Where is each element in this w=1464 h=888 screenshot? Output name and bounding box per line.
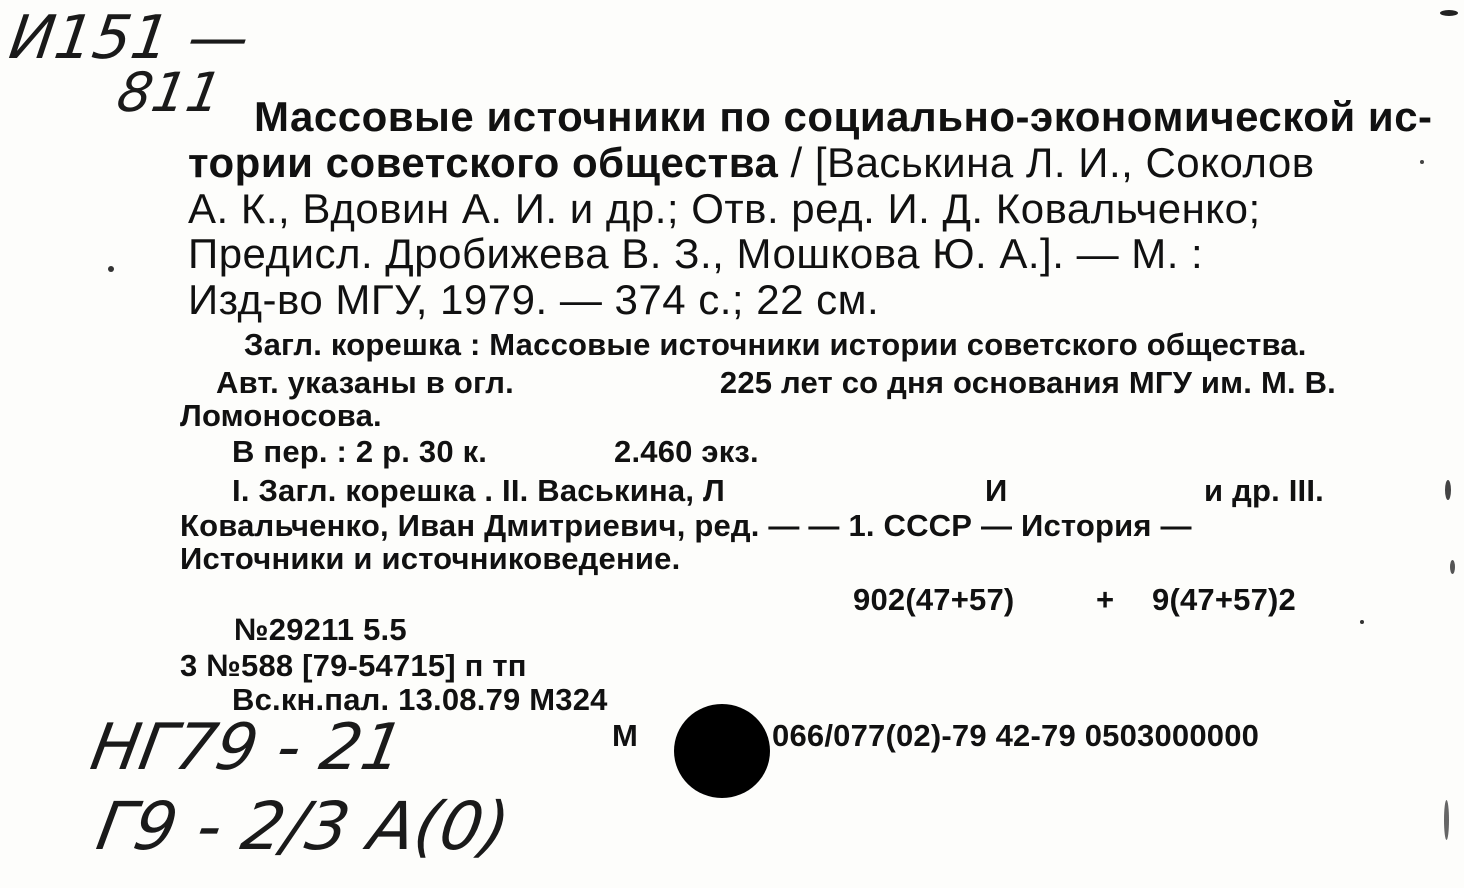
udc-index-a: 902(47+57) <box>853 582 1015 617</box>
card-number: 3 №588 [79-54715] п тп <box>180 648 527 683</box>
tracing-line1-c: и др. III. <box>1204 473 1324 508</box>
title-bold: Массовые источники по социально-экономической ис- <box>254 93 1433 140</box>
handwritten-shelfmark-line1: И151 — <box>5 3 254 73</box>
handwritten-note-2: Г9 - 2/3 А(0) <box>91 788 516 865</box>
authors-note-a: Авт. указаны в огл. <box>216 365 514 400</box>
title-line-2 <box>188 139 1315 186</box>
scan-speck <box>1360 620 1364 624</box>
copies-note: 2.460 экз. <box>614 434 759 469</box>
scan-speck <box>1420 160 1424 164</box>
scan-speck <box>1440 10 1458 16</box>
scan-speck <box>1444 800 1449 840</box>
scan-speck <box>1445 480 1451 500</box>
authors-note-b: 225 лет со дня основания МГУ им. М. В. <box>719 365 1336 400</box>
code-m: М <box>612 718 639 753</box>
authors-note-continued: Ломоносова. <box>180 398 382 433</box>
title-line-4: Предисл. Дробижева В. З., Мошкова Ю. А.]. — М. : <box>188 230 1204 277</box>
title-bold-continued: тории советского общества <box>188 139 779 186</box>
authors-start: / [Васькина Л. И., Соколов <box>778 139 1315 186</box>
tracing-line1-a: I. Загл. корешка . II. Васькина, Л <box>232 473 725 508</box>
scan-speck <box>1450 560 1455 574</box>
title-line-1 <box>254 93 1433 140</box>
scan-speck <box>108 266 114 272</box>
price-note: В пер. : 2 р. 30 к. <box>232 434 488 469</box>
authors-note <box>216 367 1336 398</box>
title-line-3: А. К., Вдовин А. И. и др.; Отв. ред. И. Д. Ковальченко; <box>188 185 1261 232</box>
udc-index-b: 9(47+57)2 <box>1152 582 1296 617</box>
tracing-line1-b: И <box>985 473 1008 508</box>
udc-plus: + <box>1096 582 1115 617</box>
tracing-line2: Ковальченко, Иван Дмитриевич, ред. — — 1. СССР — История — <box>180 508 1192 543</box>
order-number: №29211 5.5 <box>234 612 407 647</box>
catalog-code: 066/077(02)-79 42-79 0503000000 <box>772 718 1260 753</box>
spine-title-note: Загл. корешка : Массовые источники истории советского общества. <box>244 327 1307 362</box>
imprint-line: Изд-во МГУ, 1979. — 374 с.; 22 см. <box>188 276 880 323</box>
tracing-line3: Источники и источниковедение. <box>180 541 681 576</box>
book-chamber-info: Вс.кн.пал. 13.08.79 М324 <box>232 682 608 717</box>
ink-stain <box>674 704 770 798</box>
handwritten-note-1: НГ79 - 21 <box>85 711 409 785</box>
handwritten-shelfmark-line2: 811 <box>112 61 227 124</box>
